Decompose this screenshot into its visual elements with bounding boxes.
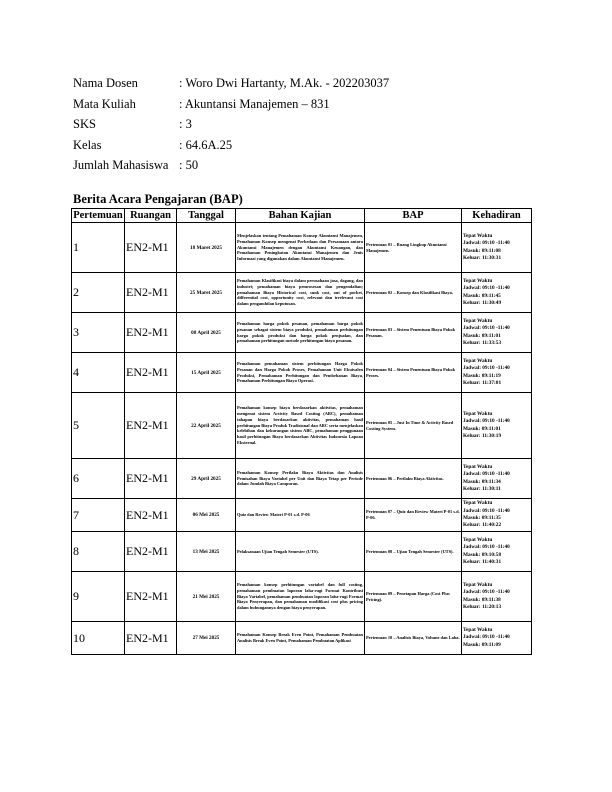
header-meeting: Pertemuan: [73, 210, 123, 221]
material-cell: [236, 499, 365, 532]
date-cell: [177, 393, 236, 459]
date-cell: [177, 459, 236, 499]
info-label: Nama Dosen: [73, 76, 138, 90]
info-label: SKS: [73, 117, 96, 131]
bap-cell: [365, 223, 462, 273]
material-cell: [236, 572, 365, 622]
attendance-line: Tepat Waktu: [463, 410, 493, 417]
attendance-line: Jadwal: 09:10 -11:40: [463, 634, 510, 641]
date-cell: [177, 353, 236, 393]
attendance-cell: [462, 273, 532, 313]
meeting-number: [72, 459, 125, 499]
room-cell: [125, 223, 177, 273]
header-attendance: Kehadiran: [462, 209, 532, 223]
room-cell: [125, 313, 177, 353]
date-cell: [177, 499, 236, 532]
room-cell-text: EN2-M1: [126, 544, 169, 558]
attendance-line: Jadwal: 09:10 -11:40: [463, 471, 510, 478]
meeting-number-text: 8: [73, 544, 79, 558]
table-row: [72, 273, 532, 313]
attendance-cell: [462, 572, 532, 622]
bap-cell-text: Pertemuan 01 – Ruang Lingkup Akuntansi Manajemen.: [366, 241, 447, 253]
attendance-line: Tepat Waktu: [463, 277, 493, 284]
info-value: : Akuntansi Manajemen – 831: [179, 96, 330, 111]
meeting-number-text: 1: [73, 240, 79, 254]
attendance-line: Tepat Waktu: [463, 357, 493, 364]
bap-cell: [365, 273, 462, 313]
attendance-line: Tepat Waktu: [463, 232, 493, 239]
room-cell: [125, 532, 177, 572]
bap-cell: [365, 532, 462, 572]
meeting-number: [72, 313, 125, 353]
date-cell-text: 21 Mei 2025: [192, 593, 220, 600]
table-row: [72, 499, 532, 532]
room-cell: [125, 393, 177, 459]
bap-cell: [365, 353, 462, 393]
room-cell: [125, 572, 177, 622]
info-label: Jumlah Mahasiswa: [73, 158, 169, 172]
material-cell-text: Pemahaman konsep biaya berdasarkan aktivitas, pemahaman mengenai sistem Activity Based Costing (ABC), pemahaman tahapan biaya berdasarkan aktivitas, pemahaman hasil perhitungan Biaya Produk Tradisional dan ABC serta menjelaskan kelebihan dan kekurangan sistem ABC, pemahaman penggunaan hasil perhitungan Biaya berdasarkan Aktivitas Indonesia Lapoan Eksternal.: [237, 405, 363, 446]
material-cell: [236, 273, 365, 313]
attendance-cell: [462, 459, 532, 499]
attendance-line: Keluar: 11:40:31: [463, 558, 502, 565]
bap-cell-text: Pertemuan 07 – Quiz dan Review Materi P-01 s.d. P-06.: [366, 509, 460, 520]
attendance-line: Keluar: 11:30:19: [463, 432, 502, 439]
attendance-line: Keluar: 11:33:53: [463, 339, 502, 346]
attendance-line: Masuk: 09:11:08: [463, 247, 501, 254]
section-title: Berita Acara Pengajaran (BAP): [73, 192, 243, 206]
attendance-line: Keluar: 11:30:31: [463, 254, 502, 261]
attendance-line: Keluar: 11:30:11: [463, 485, 501, 492]
attendance-cell: [462, 622, 532, 655]
attendance-line: Jadwal: 09:10 -11:40: [463, 418, 510, 425]
attendance-line: Jadwal: 09:10 -11:40: [463, 325, 510, 332]
date-cell-text: 27 Mei 2025: [192, 635, 220, 641]
material-cell-text: Pemahaman pemahaman sistem perhitungan Harga Pokok Pesanan dan Harga Pokok Proses, Pemahaman Unit Ekuivalen Produksi, Pemahaman Perhitungan dan Pembebanan Biaya, Pemahaman Perhitungan Biaya Operasi.: [237, 360, 363, 384]
date-cell: [177, 313, 236, 353]
material-cell: [236, 313, 365, 353]
date-cell: [177, 622, 236, 655]
header-room: Ruangan: [125, 209, 177, 223]
bap-cell: [365, 499, 462, 532]
info-value: : Woro Dwi Hartanty, M.Ak. - 202203037: [179, 76, 390, 90]
meeting-number-text: 2: [73, 285, 79, 299]
meeting-number: [72, 622, 125, 655]
date-cell-text: 25 Maret 2025: [190, 289, 222, 296]
meeting-number-text: 6: [73, 471, 79, 485]
meeting-number-text: 4: [73, 365, 79, 379]
attendance-line: Jadwal: 09:10 -11:40: [463, 285, 510, 292]
attendance-cell: [462, 223, 532, 273]
date-cell: [177, 572, 236, 622]
attendance-cell: [462, 353, 532, 393]
date-cell-text: 13 Mei 2025: [192, 548, 220, 555]
room-cell: [125, 622, 177, 655]
material-cell: [236, 353, 365, 393]
info-label: Mata Kuliah: [73, 96, 136, 111]
meeting-number-text: 9: [73, 589, 79, 603]
meeting-number-text: 7: [73, 507, 79, 522]
room-cell-text: EN2-M1: [126, 418, 169, 432]
room-cell-text: EN2-M1: [126, 325, 169, 339]
meeting-number: [72, 273, 125, 313]
material-cell: [236, 223, 365, 273]
material-cell: [236, 459, 365, 499]
room-cell: [125, 273, 177, 313]
date-cell-text: 15 April 2025: [191, 369, 221, 376]
attendance-line: Masuk: 09:11:34: [463, 478, 501, 485]
date-cell: [177, 532, 236, 572]
attendance-line: Keluar: 11:40:22: [463, 522, 502, 529]
info-value: : 50: [179, 158, 199, 172]
header-date: Tanggal: [177, 209, 236, 223]
material-cell-text: Pemahaman harga pokok pesanan, pemahaman harga pokok pesanan sebagai sistem biaya produksi, pemahaman perhitungan harga pokok produksi dan harga pokok penjualan, dan pemahaman perhitungan metode perhitungan biaya pesanan.: [237, 320, 363, 344]
bap-cell: [365, 313, 462, 353]
attendance-cell: [462, 532, 532, 572]
material-cell: [236, 622, 365, 655]
room-cell: [125, 353, 177, 393]
attendance-line: Keluar: 11:30:49: [463, 299, 502, 306]
bap-table: [71, 208, 532, 655]
attendance-line: Tepat Waktu: [463, 581, 493, 588]
attendance-line: Masuk: 09:11:01: [463, 332, 501, 339]
material-cell-text: Pelaksanaan Ujian Tengah Semester (UTS).: [237, 548, 319, 554]
date-cell-text: 06 Mei 2025: [192, 512, 220, 518]
room-cell-text: EN2-M1: [126, 285, 169, 299]
bap-cell-text: Pertemuan 05 – Just In Time & Activity Based Costing System.: [366, 419, 454, 431]
date-cell-text: 29 April 2025: [191, 475, 221, 482]
meeting-number: [72, 353, 125, 393]
meeting-number: [72, 532, 125, 572]
room-cell: [125, 499, 177, 532]
material-cell-text: Pemahaman konsep perhitungan variabel dan full costing, pemahaman pembuatan laporan laba-rugi Format Kontribusi Biaya Variabel, pemahaman pembuatan laporan laba-rugi Format Biaya Penyerapan, dan pemahaman modifikasi cost plus pricing dalam hubungannya dengan biaya penyerapan.: [237, 581, 363, 611]
attendance-line: Masuk: 09:11:19: [463, 372, 501, 379]
room-cell-text: EN2-M1: [126, 471, 169, 485]
attendance-line: Masuk: 09:11:09: [463, 641, 501, 648]
table-row: [72, 223, 532, 273]
attendance-line: Jadwal: 09:10 -11:40: [463, 507, 510, 514]
room-cell-text: EN2-M1: [126, 630, 169, 645]
meeting-number-text: 5: [73, 418, 79, 432]
meeting-number: [72, 393, 125, 459]
meeting-number: [72, 572, 125, 622]
table-body: [72, 223, 532, 655]
attendance-line: Masuk: 09:11:45: [463, 292, 501, 299]
room-cell-text: EN2-M1: [126, 240, 169, 254]
attendance-cell: [462, 499, 532, 532]
attendance-line: Keluar: 11:20:13: [463, 603, 502, 610]
room-cell-text: EN2-M1: [126, 589, 169, 603]
meeting-number-text: 3: [73, 325, 79, 339]
table-row: [72, 572, 532, 622]
attendance-line: Masuk: 09:11:35: [463, 515, 501, 521]
table-row: [72, 393, 532, 459]
attendance-line: Keluar: 11:37:01: [463, 379, 502, 386]
attendance-cell: [462, 313, 532, 353]
meeting-number-text: 10: [73, 630, 85, 645]
attendance-line: Masuk: 09:11:01: [463, 425, 501, 432]
header-material: Bahan Kajian: [236, 209, 365, 223]
meeting-number: [72, 499, 125, 532]
bap-cell-text: Pertemuan 03 – Sistem Penentuan Biaya Pokok Pesanan.: [366, 326, 456, 338]
bap-cell-text: Pertemuan 06 – Perilaku Biaya Aktivitas.: [366, 475, 444, 481]
bap-cell-text: Pertemuan 02 – Konsep dan Klasifikasi Biaya.: [366, 289, 453, 295]
attendance-line: Jadwal: 09:10 -11:40: [463, 589, 510, 596]
room-cell-text: EN2-M1: [126, 365, 169, 379]
attendance-line: Tepat Waktu: [463, 463, 493, 470]
bap-cell-text: Pertemuan 10 – Analisis Biaya, Volume dan Laba.: [366, 635, 460, 641]
date-cell: [177, 273, 236, 313]
bap-cell: [365, 393, 462, 459]
attendance-line: Jadwal: 09:10 -11:40: [463, 240, 510, 247]
attendance-line: Jadwal: 09:10 -11:40: [463, 365, 510, 372]
attendance-line: Tepat Waktu: [463, 536, 493, 543]
bap-cell-text: Pertemuan 04 – Sistem Penentuan Biaya Pokok Proses.: [366, 366, 456, 378]
attendance-line: Masuk: 09:10:58: [463, 551, 502, 558]
material-cell-text: Pemahaman Konsep Perilaku Biaya Aktivitas dan Analisis Pemisahan Biaya Variabel per Unit dan Biaya Tetap per Periode dalam Jumlah Biaya Campuran.: [237, 469, 363, 487]
meeting-number: [72, 223, 125, 273]
info-label: Kelas: [73, 137, 102, 152]
room-cell-text: EN2-M1: [126, 507, 169, 522]
attendance-line: Tepat Waktu: [463, 317, 493, 324]
header-bap: BAP: [365, 209, 462, 223]
bap-cell: [365, 459, 462, 499]
bap-cell: [365, 572, 462, 622]
bap-cell: [365, 622, 462, 655]
table-row: [72, 313, 532, 353]
table-row: [72, 353, 532, 393]
material-cell-text: Quiz dan Review Materi P-01 s.d. P-06: [237, 512, 310, 518]
material-cell-text: Pemahaman Klasifikasi biaya dalam perusahaan jasa, dagang, dan industri; pemahaman biaya pemrosesan dan pengendalian; pemahaman Biaya Historical cost, sunk cost, out of pocket, differential cost, opportunity cost, relevant dan irrelevant cost dalam pengambilan keputusan.: [237, 277, 363, 307]
bap-cell-text: Pertemuan 08 – Ujian Tengah Semester (UTS).: [366, 548, 454, 554]
date-cell-text: 22 April 2025: [191, 422, 221, 429]
info-value: : 64.6A.25: [179, 137, 233, 152]
room-cell: [125, 459, 177, 499]
info-value: : 3: [179, 117, 192, 131]
material-cell-text: Pemahaman Konsep Break Even Point, Pemahaman Pembuatan Analisis Break Even Point, Pemahaman Pembuatan Aplikasi: [237, 632, 363, 643]
table-row: [72, 459, 532, 499]
table-header-row: [72, 209, 532, 223]
attendance-line: Tepat Waktu: [463, 626, 493, 633]
material-cell: [236, 532, 365, 572]
table-row: [72, 532, 532, 572]
date-cell-text: 18 Maret 2025: [190, 244, 222, 251]
attendance-line: Masuk: 09:11:38: [463, 596, 501, 603]
table-row: [72, 622, 532, 655]
date-cell-text: 08 April 2025: [191, 329, 221, 336]
material-cell-text: Menjelaskan tentang Pemahaman Konsep Akuntansi Manajemen, Pemahaman Konsep mengenai Perbedaan dan Persamaan antara Akuntansi Manajemen dengan Akuntansi Keuangan, dan Pemahaman Peningkatan Akuntansi Manajemen dan Jenis Informasi yang digunakan dalam Akuntansi Manajemen.: [237, 232, 363, 262]
attendance-line: Tepat Waktu: [463, 500, 493, 507]
bap-cell-text: Pertemuan 09 – Penetapan Harga (Cost Plus Pricing).: [366, 590, 450, 602]
date-cell: [177, 223, 236, 273]
material-cell: [236, 393, 365, 459]
attendance-line: Jadwal: 09:10 -11:40: [463, 544, 510, 551]
attendance-cell: [462, 393, 532, 459]
